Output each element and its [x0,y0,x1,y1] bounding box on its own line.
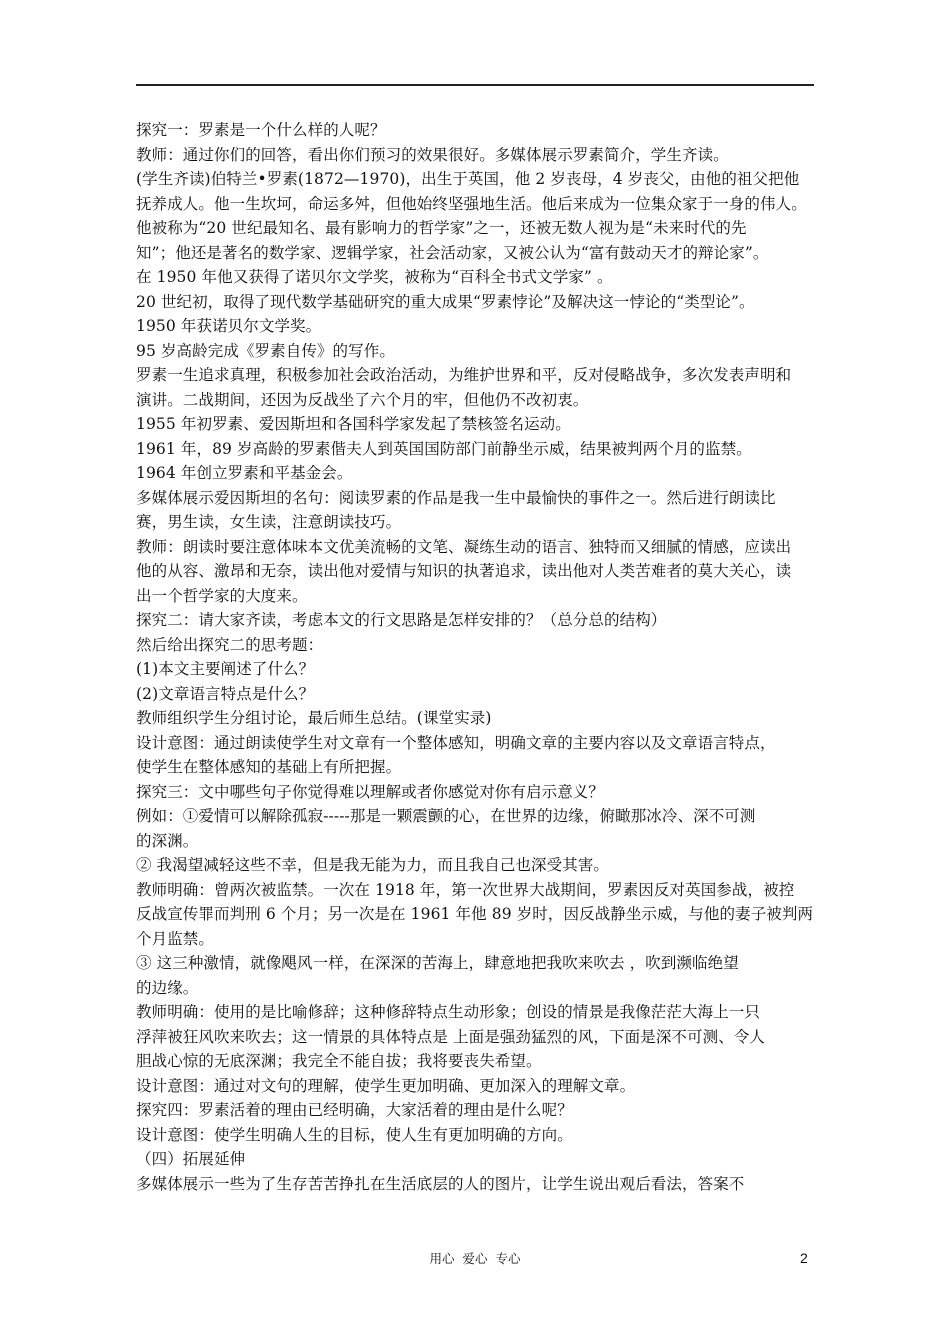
text-line: 教师明确：使用的是比喻修辞；这种修辞特点生动形象；创设的情景是我像茫茫大海上一只 [136,1003,761,1021]
text-line: (学生齐读)伯特兰•罗素(1872—1970)，出生于英国，他 2 岁丧母，4 岁丧父，由他的祖父把他 [136,170,800,188]
text-line: 探究二：请大家齐读，考虑本文的行文思路是怎样安排的？（总分总的结构） [136,611,667,629]
text-line: 探究一：罗素是一个什么样的人呢？ [136,121,386,139]
text-line: 20 世纪初，取得了现代数学基础研究的重大成果“罗素悖论”及解决这一悖论的“类型论”。 [136,292,755,311]
text-line: (1)本文主要阐述了什么？ [136,660,315,678]
text-line: 设计意图：使学生明确人生的目标，使人生有更加明确的方向。 [136,1125,573,1144]
text-line: 95 岁高龄完成《罗素自传》的写作。 [136,341,395,360]
text-line: 的深渊。 [136,831,199,850]
text-line: 他被称为“20 世纪最知名、最有影响力的哲学家”之一，还被无数人视为是“未来时代的先 [136,219,747,237]
footer-motto: 用心 爱心 专心 [429,1251,521,1266]
text-line: 胆战心惊的无底深渊；我完全不能自拔；我将要丧失希望。 [136,1052,542,1070]
text-line: 探究四：罗素活着的理由已经明确，大家活着的理由是什么呢？ [136,1101,573,1119]
text-line: 知”；他还是著名的数学家、逻辑学家，社会活动家，又被公认为“富有鼓动天才的辩论家”。 [136,243,769,262]
text-line: 罗素一生追求真理，积极参加社会政治活动，为维护世界和平，反对侵略战争，多次发表声明和 [136,366,792,384]
text-line: 教师组织学生分组讨论，最后师生总结。(课堂实录) [136,709,492,727]
text-line: 抚养成人。他一生坎坷，命运多舛，但他始终坚强地生活。他后来成为一位集众家于一身的伟人。 [136,194,807,213]
text-line: （四）拓展延伸 [136,1150,246,1168]
text-line: 多媒体展示一些为了生存苦苦挣扎在生活底层的人的图片，让学生说出观后看法，答案不 [136,1174,745,1193]
text-line: 使学生在整体感知的基础上有所把握。 [136,758,402,776]
text-line: 探究三：文中哪些句子你觉得难以理解或者你感觉对你有启示意义？ [136,782,605,801]
text-line: 浮萍被狂风吹来吹去；这一情景的具体特点是 上面是强劲猛烈的风，下面是深不可测、令人 [136,1027,766,1046]
text-line: (2)文章语言特点是什么？ [136,684,315,703]
text-line: 1964 年创立罗素和平基金会。 [136,464,353,482]
text-line: 然后给出探究二的思考题： [136,635,324,654]
text-line: 的边缘。 [136,978,199,997]
text-line: 他的从容、激昂和无奈，读出他对爱情与知识的执著追求，读出他对人类苦难者的莫大关心，读 [136,562,792,580]
text-line: 设计意图：通过朗读使学生对文章有一个整体感知，明确文章的主要内容以及文章语言特点， [136,733,776,752]
text-line: ③ 这三种激情，就像飓风一样，在深深的苦海上，肆意地把我吹来吹去 ，吹到濒临绝望 [136,954,739,972]
text-line: 演讲。二战期间，还因为反战坐了六个月的牢，但他仍不改初衷。 [136,390,589,409]
text-line: 1961 年，89 岁高龄的罗素偕夫人到英国国防部门前静坐示威，结果被判两个月的监禁。 [136,439,752,458]
text-line: 在 1950 年他又获得了诺贝尔文学奖，被称为“百科全书式文学家” 。 [136,268,613,286]
text-line: 设计意图：通过对文句的理解，使学生更加明确、更加深入的理解文章。 [136,1076,636,1095]
text-line: 反战宣传罪而判刑 6 个月；另一次是在 1961 年他 89 岁时，因反战静坐示威，与他的妻子被判两 [136,905,814,923]
text-line: 赛，男生读，女生读，注意朗读技巧。 [136,513,402,531]
document-body [136,118,826,1196]
text-line: ② 我渴望减轻这些不幸，但是我无能为力，而且我自己也深受其害。 [136,856,610,874]
text-line: 1950 年获诺贝尔文学奖。 [136,317,322,335]
page-number: 2 [800,1250,808,1266]
text-line: 出一个哲学家的大度来。 [136,586,308,605]
text-line: 1955 年初罗素、爱因斯坦和各国科学家发起了禁核签名运动。 [136,415,571,433]
text-line: 例如：①爱情可以解除孤寂-----那是一颗震颤的心，在世界的边缘，俯瞰那冰冷、深不可测 [136,807,756,825]
text-line: 教师：通过你们的回答，看出你们预习的效果很好。多媒体展示罗素简介，学生齐读。 [136,145,729,164]
text-line: 多媒体展示爱因斯坦的名句：阅读罗素的作品是我一生中最愉快的事件之一。然后进行朗读比 [136,488,776,507]
text-line: 个月监禁。 [136,929,215,948]
text-line: 教师：朗读时要注意体味本文优美流畅的文笔、凝练生动的语言、独特而又细腻的情感，应读出 [136,537,792,556]
text-line: 教师明确：曾两次被监禁。一次在 1918 年，第一次世界大战期间，罗素因反对英国参战，被控 [136,880,795,899]
header-rule [136,84,814,86]
